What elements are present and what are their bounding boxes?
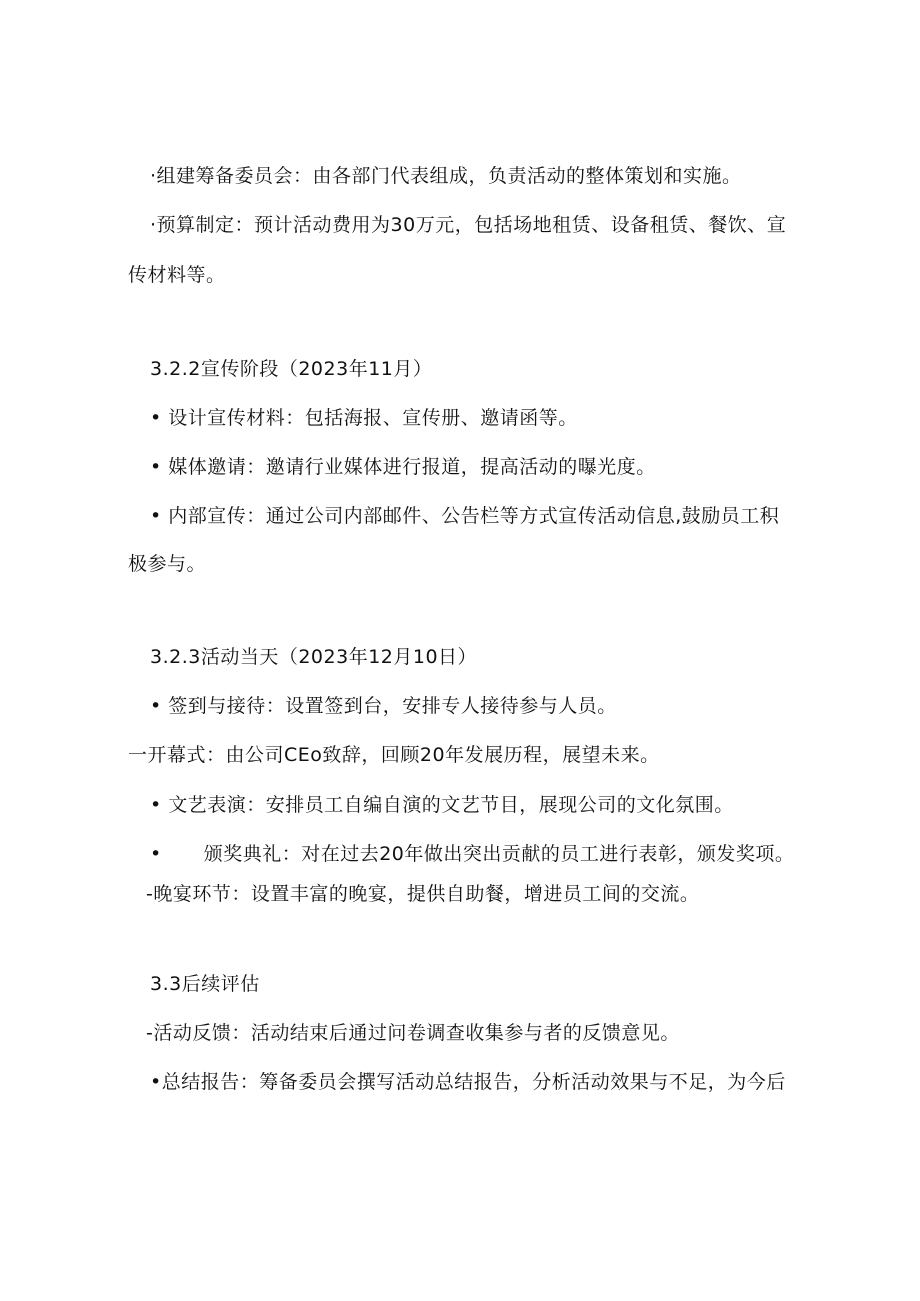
paragraph-performance: • 文艺表演：安排员工自编自演的文艺节目，展现公司的文化氛围。 xyxy=(150,794,734,816)
heading-3-3: 3.3后续评估 xyxy=(150,973,260,995)
paragraph-internal-promo: • 内部宣传：通过公司内部邮件、公告栏等方式宣传活动信息,鼓励员工积 xyxy=(150,505,780,527)
heading-3-2-3: 3.2.3活动当天（2023年12月10日） xyxy=(150,646,478,668)
paragraph-internal-promo-continued: 极参与。 xyxy=(128,553,207,575)
paragraph-summary-report: •总结报告：筹备委员会撰写活动总结报告，分析活动效果与不足，为今后 xyxy=(150,1071,786,1093)
heading-3-2-2: 3.2.2宣传阶段（2023年11月） xyxy=(150,358,433,380)
paragraph-opening: 一开幕式：由公司CEo致辞，回顾20年发展历程，展望未来。 xyxy=(128,744,660,766)
paragraph-budget-continued: 传材料等。 xyxy=(128,264,226,286)
paragraph-media-invite: • 媒体邀请：邀请行业媒体进行报道，提高活动的曝光度。 xyxy=(150,456,656,478)
paragraph-budget: ·预算制定：预计活动费用为30万元，包括场地租赁、设备租赁、餐饮、宣 xyxy=(150,214,787,236)
paragraph-banquet: -晚宴环节：设置丰富的晚宴，提供自助餐，增进员工间的交流。 xyxy=(146,883,700,905)
paragraph-committee: ·组建筹备委员会：由各部门代表组成，负责活动的整体策划和实施。 xyxy=(150,165,742,187)
paragraph-checkin: • 签到与接待：设置签到台，安排专人接待参与人员。 xyxy=(150,695,617,717)
awards-text: 颁奖典礼：对在过去20年做出突出贡献的员工进行表彰，颁发奖项。 xyxy=(203,843,795,865)
paragraph-awards xyxy=(150,842,794,866)
paragraph-design-materials: • 设计宣传材料：包括海报、宣传册、邀请函等。 xyxy=(150,407,578,429)
awards-bullet: • xyxy=(150,843,162,865)
paragraph-feedback: -活动反馈：活动结束后通过问卷调查收集参与者的反馈意见。 xyxy=(146,1022,680,1044)
